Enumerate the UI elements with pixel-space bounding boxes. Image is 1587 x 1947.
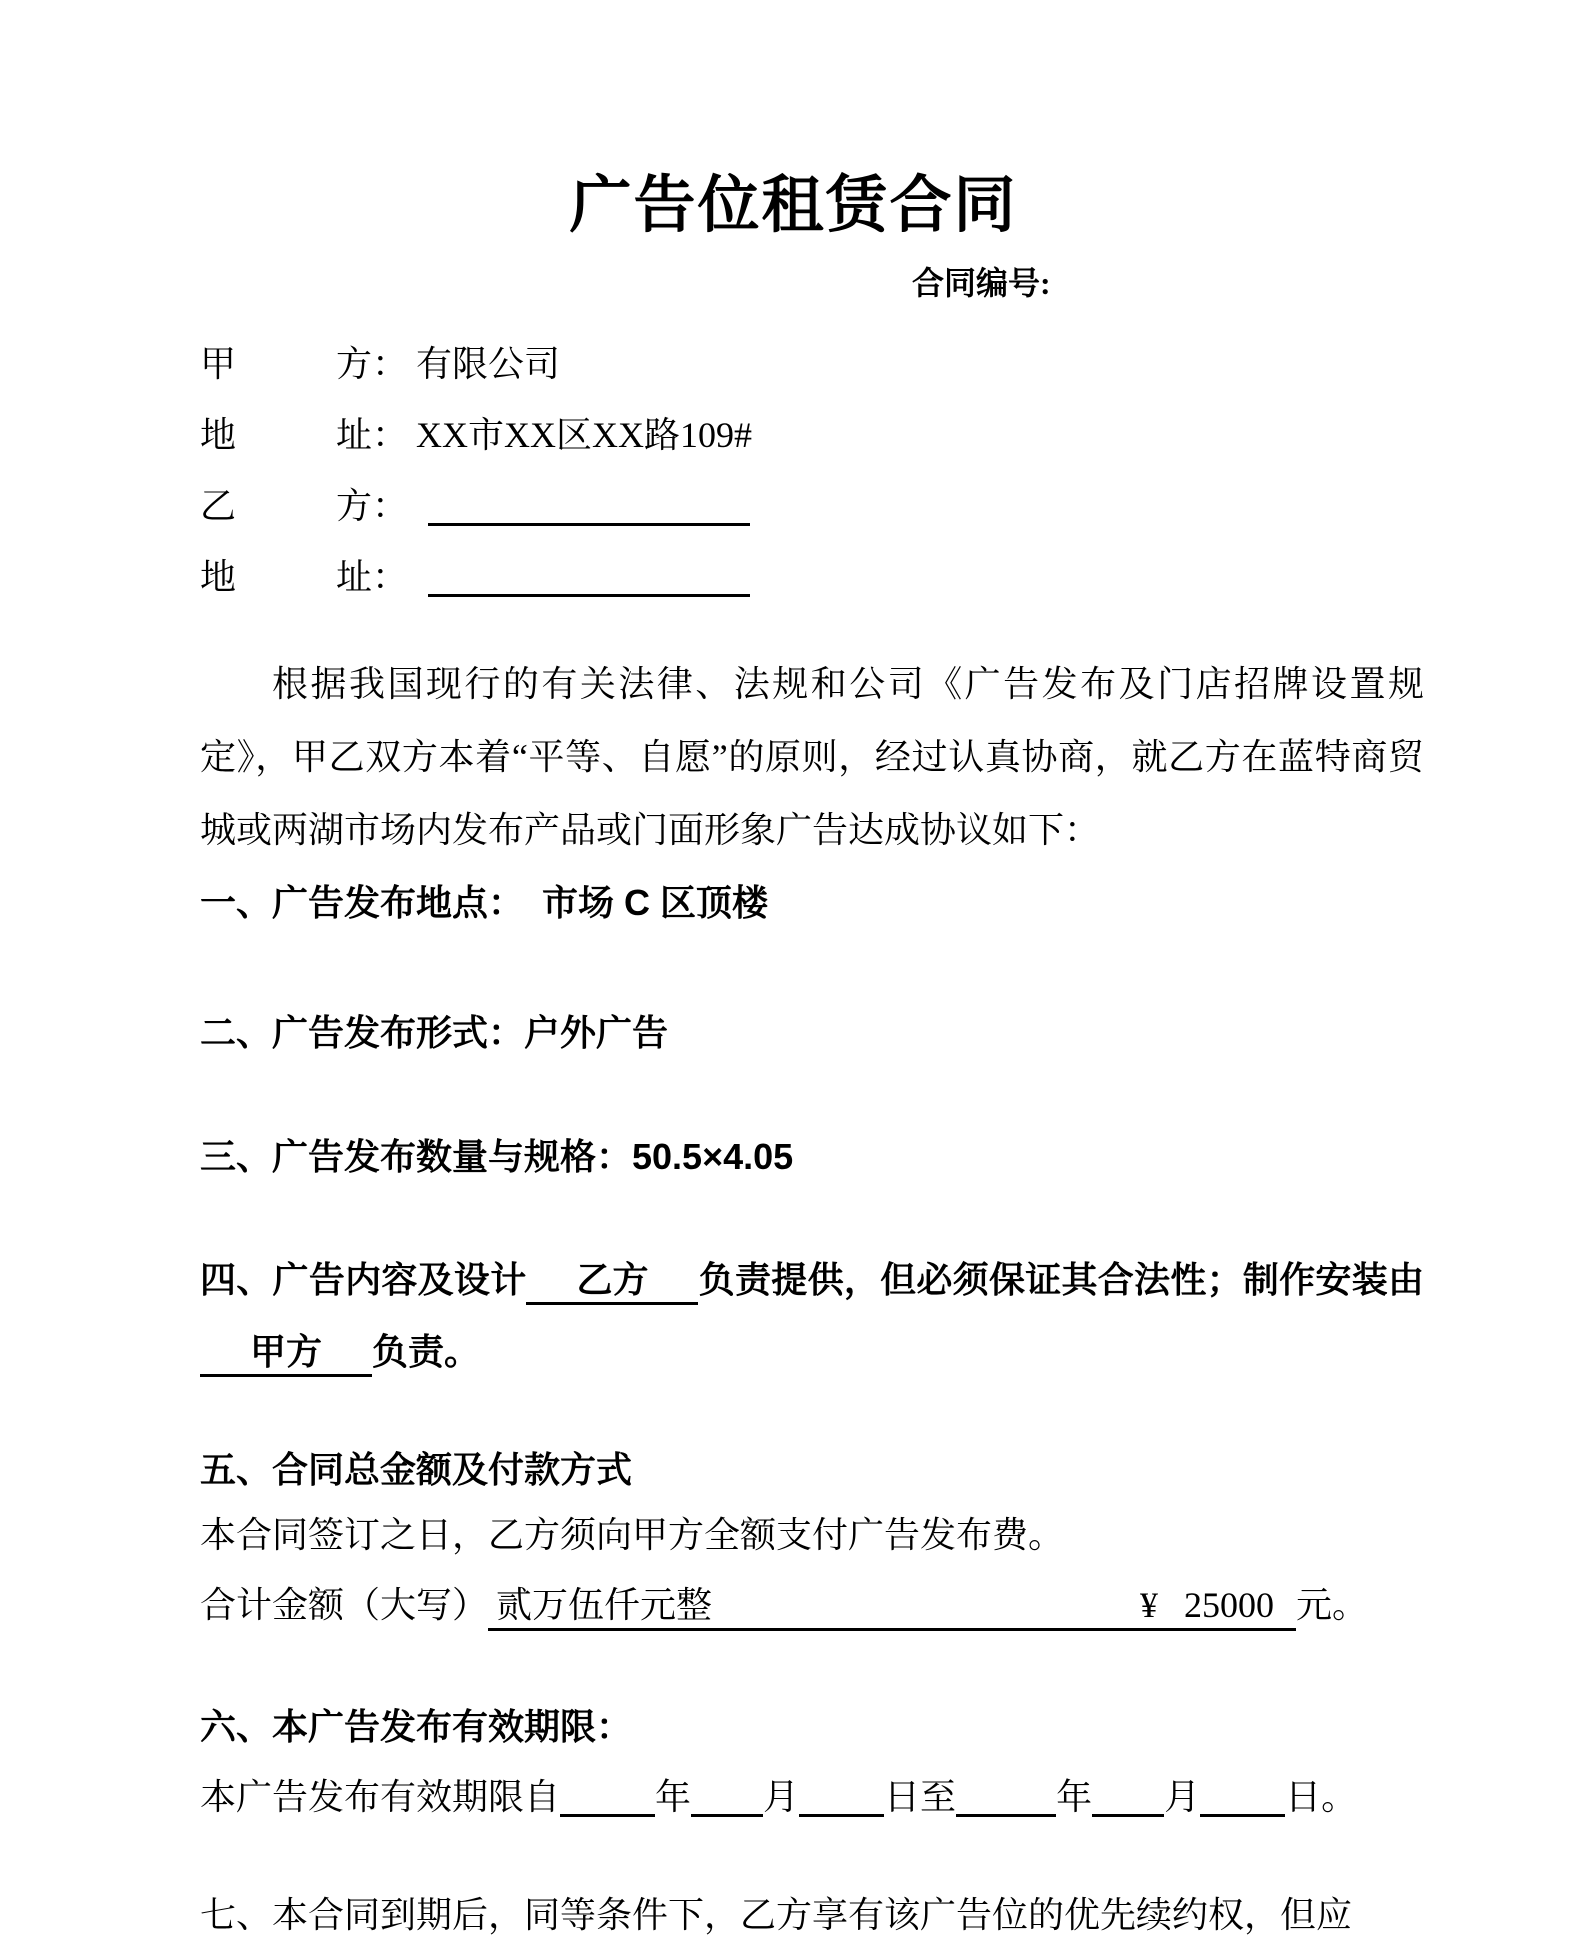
section-4-middle: 负责提供，但必须保证其合法性；制作安装由 [698,1259,1424,1300]
parties-block [200,336,1420,620]
validity-prefix: 本广告发布有效期限自 [200,1777,561,1817]
party-b-address-label-char1: 地 [200,557,237,597]
section-6-heading: 六、本广告发布有效期限： [200,1706,633,1747]
end-year-blank [956,1808,1056,1817]
contract-number-label: 合同编号: [912,265,1051,301]
start-month-label: 月 [763,1777,800,1817]
amount-line-prefix: 合计金额（大写） [200,1585,489,1625]
party-b-label-char1: 乙 [200,486,237,526]
section-5-payment-line: 本合同签订之日，乙方须向甲方全额支付广告发布费。 [200,1515,1065,1555]
party-a-value: 有限公司 [416,344,561,384]
party-a-row [200,336,1420,407]
end-month-label: 月 [1164,1777,1201,1817]
end-day-label: 日。 [1285,1777,1358,1817]
section-5-amount-line [200,1582,1424,1631]
start-year-label: 年 [655,1777,692,1817]
party-b-value-blank [428,517,750,526]
amount-unit: 元。 [1296,1585,1369,1625]
party-b-address-label-char2: 址： [336,557,409,597]
party-a-address-label-char1: 地 [200,415,237,455]
end-month-blank [1092,1808,1164,1817]
party-b-address-blank [428,588,750,597]
section-1-ad-location: 一、广告发布地点： 市场 C 区顶楼 [200,882,769,923]
party-a-label-char2: 方： [336,344,409,384]
section-2-ad-form: 二、广告发布形式：户外广告 [200,1012,669,1053]
start-month-blank [691,1808,763,1817]
section-7-renewal-line: 七、本合同到期后，同等条件下，乙方享有该广告位的优先续约权，但应 [200,1895,1353,1935]
end-year-label: 年 [1056,1777,1093,1817]
party-b-address-row [200,549,1420,620]
document-title: 广告位租赁合同 [569,170,1018,240]
section-5-heading: 五、合同总金额及付款方式 [200,1449,633,1490]
section-4-prefix: 四、广告内容及设计 [200,1259,527,1300]
party-a-label-char1: 甲 [200,344,237,384]
party-a-address-row [200,407,1420,478]
party-a-address-value: XX市XX区XX路109# [416,415,752,455]
amount-numeric-group [1140,1582,1274,1628]
party-b-label-char2: 方： [336,486,409,526]
start-year-blank [560,1808,655,1817]
section-3-ad-quantity-spec: 三、广告发布数量与规格：50.5×4.05 [200,1136,794,1177]
section-4-suffix: 负责。 [372,1331,481,1372]
section-4-fill-party-b: 乙方 [526,1258,698,1305]
end-day-blank [1200,1808,1285,1817]
day-to-label: 日至 [884,1777,957,1817]
amount-in-words: 贰万伍仟元整 [496,1585,713,1625]
amount-fill-line [488,1582,1296,1631]
section-4-ad-content-design [200,1244,1424,1388]
start-day-blank [799,1808,884,1817]
amount-numeric: 25000 [1184,1585,1275,1625]
intro-paragraph: 根据我国现行的有关法律、法规和公司《广告发布及门店招牌设置规定》，甲乙双方本着“平等、自愿”的原则，经过认真协商，就乙方在蓝特商贸城或两湖市场内发布产品或门面形象广告达成协议如下： [200,664,1424,850]
section-6-validity-line [200,1774,1424,1820]
section-4-fill-party-a: 甲方 [200,1330,372,1377]
currency-symbol: ¥ [1140,1585,1159,1625]
party-a-address-label-char2: 址： [336,415,409,455]
party-b-row [200,478,1420,549]
